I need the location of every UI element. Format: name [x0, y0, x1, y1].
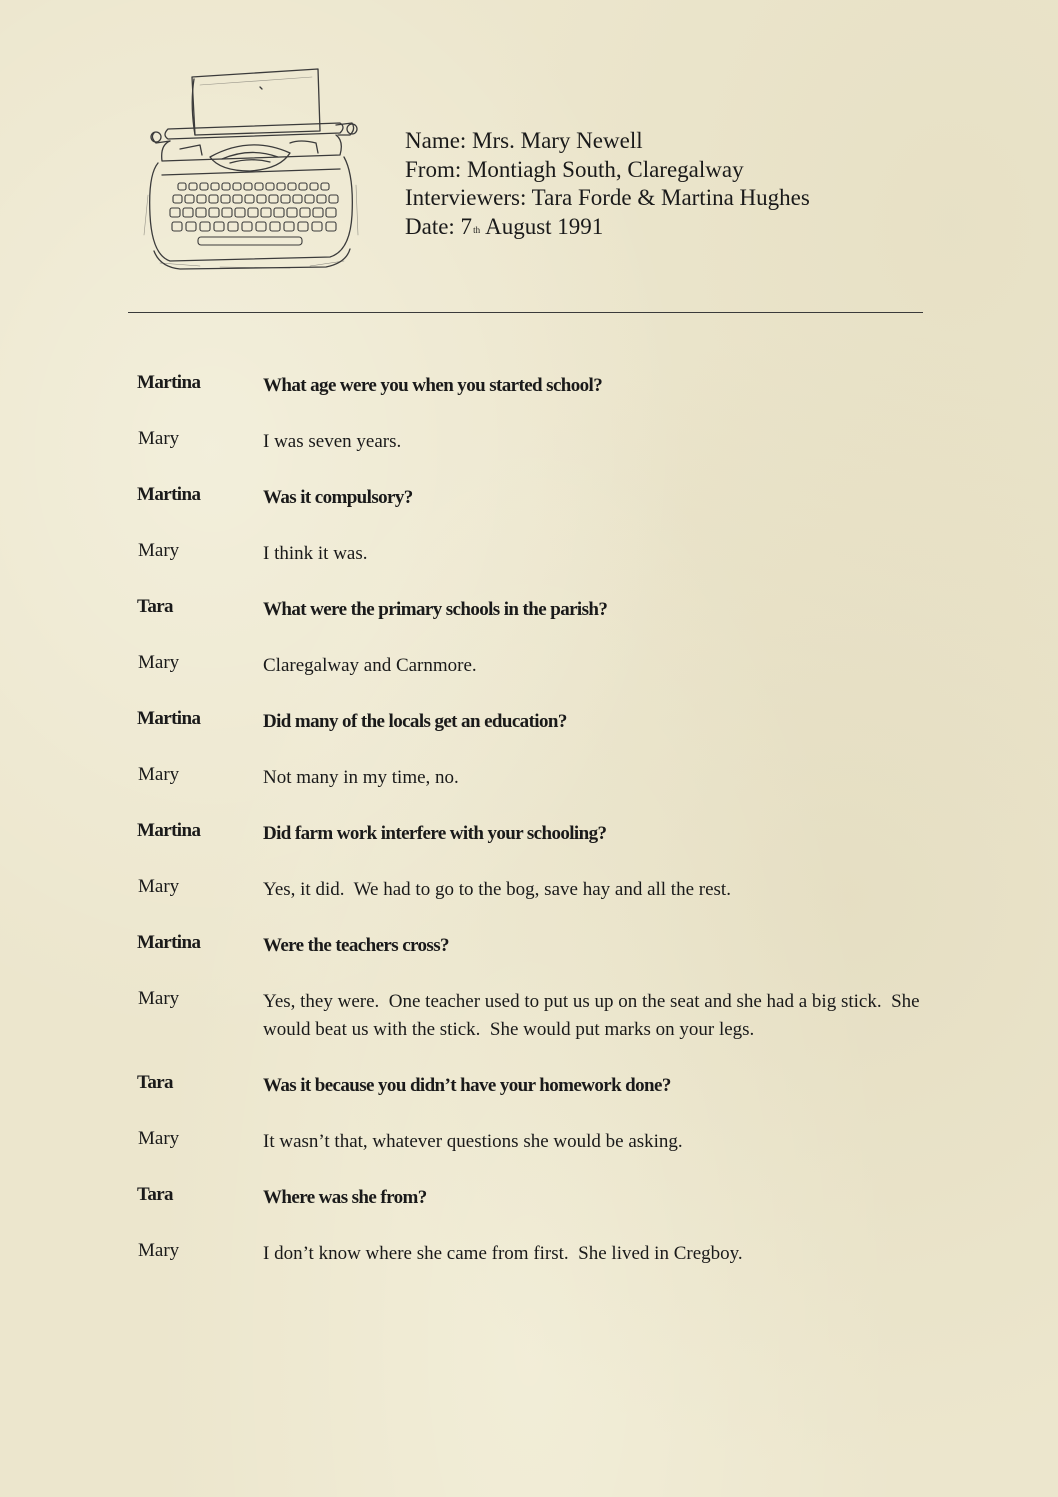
- speaker-label: Mary: [138, 540, 180, 561]
- speaker-label: Mary: [138, 1240, 180, 1261]
- interview-header: [405, 127, 810, 241]
- turn-text: Was it because you didn’t have your homework done?: [263, 1075, 671, 1096]
- speaker-label: Martina: [137, 820, 201, 841]
- turn-text: Where was she from?: [263, 1187, 427, 1208]
- turn-text: Did farm work interfere with your schooling?: [263, 823, 607, 844]
- typewriter-icon: [140, 65, 362, 275]
- interview-date: [405, 213, 810, 242]
- turn-text: I was seven years.: [263, 431, 402, 452]
- interviewee-origin: From: Montiagh South, Claregalway: [405, 156, 744, 182]
- turn-text: Yes, they were. One teacher used to put us up on the seat and she had a big stick. She would beat us with the stick. She would put marks on your legs.: [263, 991, 925, 1040]
- speaker-label: Mary: [138, 428, 180, 449]
- date-prefix: Date: 7: [405, 213, 473, 239]
- speaker-label: Martina: [137, 932, 201, 953]
- speaker-label: Mary: [138, 652, 180, 673]
- speaker-label: Mary: [138, 1128, 180, 1149]
- turn-text: Did many of the locals get an education?: [263, 711, 567, 732]
- speaker-label: Mary: [138, 876, 180, 897]
- speaker-label: Martina: [137, 708, 201, 729]
- speaker-label: Mary: [138, 988, 180, 1009]
- turn-text: Claregalway and Carnmore.: [263, 655, 477, 676]
- speaker-label: Tara: [137, 1072, 173, 1093]
- speaker-label: Tara: [137, 596, 173, 617]
- date-rest: August 1991: [485, 213, 604, 239]
- date-ordinal-suffix: th: [473, 224, 481, 235]
- turn-text: Not many in my time, no.: [263, 767, 459, 788]
- turn-text: Was it compulsory?: [263, 487, 413, 508]
- speaker-label: Mary: [138, 764, 180, 785]
- speaker-label: Martina: [137, 372, 201, 393]
- turn-text: Were the teachers cross?: [263, 935, 449, 956]
- turn-text: It wasn’t that, whatever questions she would be asking.: [263, 1131, 683, 1152]
- turn-text: I think it was.: [263, 543, 368, 564]
- interviewers: Interviewers: Tara Forde & Martina Hughes: [405, 185, 810, 210]
- turn-text: I don’t know where she came from first. She lived in Cregboy.: [263, 1243, 743, 1264]
- header-divider: [128, 312, 923, 313]
- speaker-label: Martina: [137, 484, 201, 505]
- speaker-label: Tara: [137, 1184, 173, 1205]
- turn-text: Yes, it did. We had to go to the bog, save hay and all the rest.: [263, 879, 731, 900]
- interviewee-name: Name: Mrs. Mary Newell: [405, 128, 643, 153]
- turn-text: What were the primary schools in the parish?: [263, 599, 608, 620]
- turn-text: What age were you when you started school?: [263, 375, 603, 396]
